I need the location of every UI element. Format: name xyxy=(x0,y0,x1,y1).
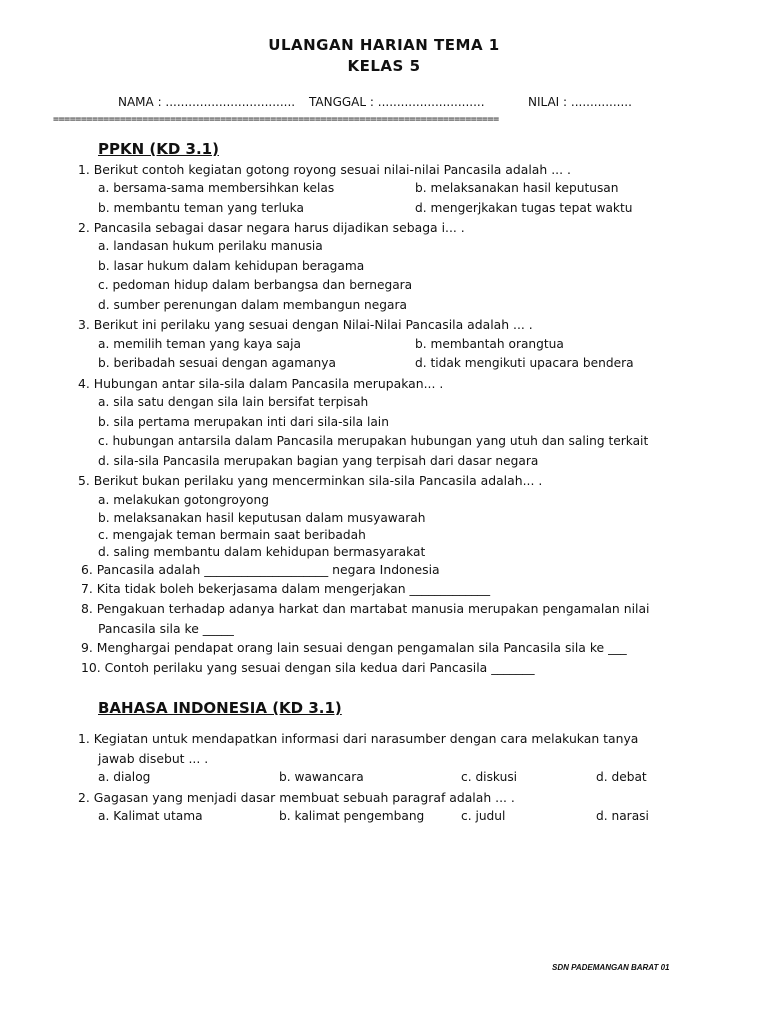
bindo-question-1-continued: jawab disebut ... . xyxy=(98,751,209,766)
question-5: 5. Berikut bukan perilaku yang mencerminkan sila-sila Pancasila adalah... . xyxy=(78,473,543,488)
name-field[interactable]: NAMA : .................................. xyxy=(118,95,296,109)
option-2c: c. pedoman hidup dalam berbangsa dan bernegara xyxy=(98,278,413,292)
bindo-option-1a: a. dialog xyxy=(98,770,151,784)
question-8-continued: Pancasila sila ke _____ xyxy=(98,621,234,636)
option-5a: a. melakukan gotongroyong xyxy=(98,493,269,507)
option-1a: a. bersama-sama membersihkan kelas xyxy=(98,181,335,195)
question-1: 1. Berikut contoh kegiatan gotong royong sesuai nilai-nilai Pancasila adalah ... . xyxy=(78,162,571,177)
question-4: 4. Hubungan antar sila-sila dalam Pancasila merupakan... . xyxy=(78,376,444,391)
option-2a: a. landasan hukum perilaku manusia xyxy=(98,239,323,253)
option-3c: b. beribadah sesuai dengan agamanya xyxy=(98,356,336,370)
bindo-option-2b: b. kalimat pengembang xyxy=(279,809,425,823)
section-heading-bahasa-indonesia: BAHASA INDONESIA (KD 3.1) xyxy=(98,699,342,717)
question-9: 9. Menghargai pendapat orang lain sesuai dengan pengamalan sila Pancasila sila ke ___ xyxy=(81,640,627,655)
bindo-option-1b: b. wawancara xyxy=(279,770,364,784)
class-label: KELAS 5 xyxy=(347,57,421,75)
option-4b: b. sila pertama merupakan inti dari sila-sila lain xyxy=(98,415,389,429)
option-2d: d. sumber perenungan dalam membangun negara xyxy=(98,298,407,312)
school-footer: SDN PADEMANGAN BARAT 01 xyxy=(552,963,670,972)
date-field[interactable]: TANGGAL : ............................ xyxy=(309,95,485,109)
question-7: 7. Kita tidak boleh bekerjasama dalam mengerjakan _____________ xyxy=(81,581,491,596)
option-3b: b. membantah orangtua xyxy=(415,337,564,351)
page-title: ULANGAN HARIAN TEMA 1 xyxy=(268,36,500,54)
option-2b: b. lasar hukum dalam kehidupan beragama xyxy=(98,259,365,273)
option-5d: d. saling membantu dalam kehidupan bermasyarakat xyxy=(98,545,426,559)
option-3d: d. tidak mengikuti upacara bendera xyxy=(415,356,634,370)
score-field[interactable]: NILAI : ................ xyxy=(528,95,632,109)
separator-line: ================================================================================ xyxy=(53,114,499,125)
question-10: 10. Contoh perilaku yang sesuai dengan sila kedua dari Pancasila _______ xyxy=(81,660,535,675)
bindo-question-2: 2. Gagasan yang menjadi dasar membuat sebuah paragraf adalah ... . xyxy=(78,790,515,805)
option-4c: c. hubungan antarsila dalam Pancasila merupakan hubungan yang utuh dan saling terkait xyxy=(98,434,649,448)
question-6: 6. Pancasila adalah ____________________ negara Indonesia xyxy=(81,562,440,577)
section-heading-ppkn: PPKN (KD 3.1) xyxy=(98,140,219,158)
question-2: 2. Pancasila sebagai dasar negara harus dijadikan sebaga i... . xyxy=(78,220,465,235)
option-5b: b. melaksanakan hasil keputusan dalam musyawarah xyxy=(98,511,426,525)
option-1b: b. melaksanakan hasil keputusan xyxy=(415,181,619,195)
option-3a: a. memilih teman yang kaya saja xyxy=(98,337,301,351)
question-3: 3. Berikut ini perilaku yang sesuai dengan Nilai-Nilai Pancasila adalah ... . xyxy=(78,317,533,332)
bindo-option-2c: c. judul xyxy=(461,809,506,823)
option-1c: b. membantu teman yang terluka xyxy=(98,201,304,215)
bindo-option-1d: d. debat xyxy=(596,770,647,784)
bindo-question-1: 1. Kegiatan untuk mendapatkan informasi dari narasumber dengan cara melakukan tanya xyxy=(78,731,639,746)
option-1d: d. mengerjkakan tugas tepat waktu xyxy=(415,201,633,215)
option-5c: c. mengajak teman bermain saat beribadah xyxy=(98,528,366,542)
bindo-option-1c: c. diskusi xyxy=(461,770,518,784)
question-8: 8. Pengakuan terhadap adanya harkat dan martabat manusia merupakan pengamalan nilai xyxy=(81,601,650,616)
option-4a: a. sila satu dengan sila lain bersifat terpisah xyxy=(98,395,369,409)
option-4d: d. sila-sila Pancasila merupakan bagian yang terpisah dari dasar negara xyxy=(98,454,539,468)
bindo-option-2d: d. narasi xyxy=(596,809,649,823)
bindo-option-2a: a. Kalimat utama xyxy=(98,809,203,823)
